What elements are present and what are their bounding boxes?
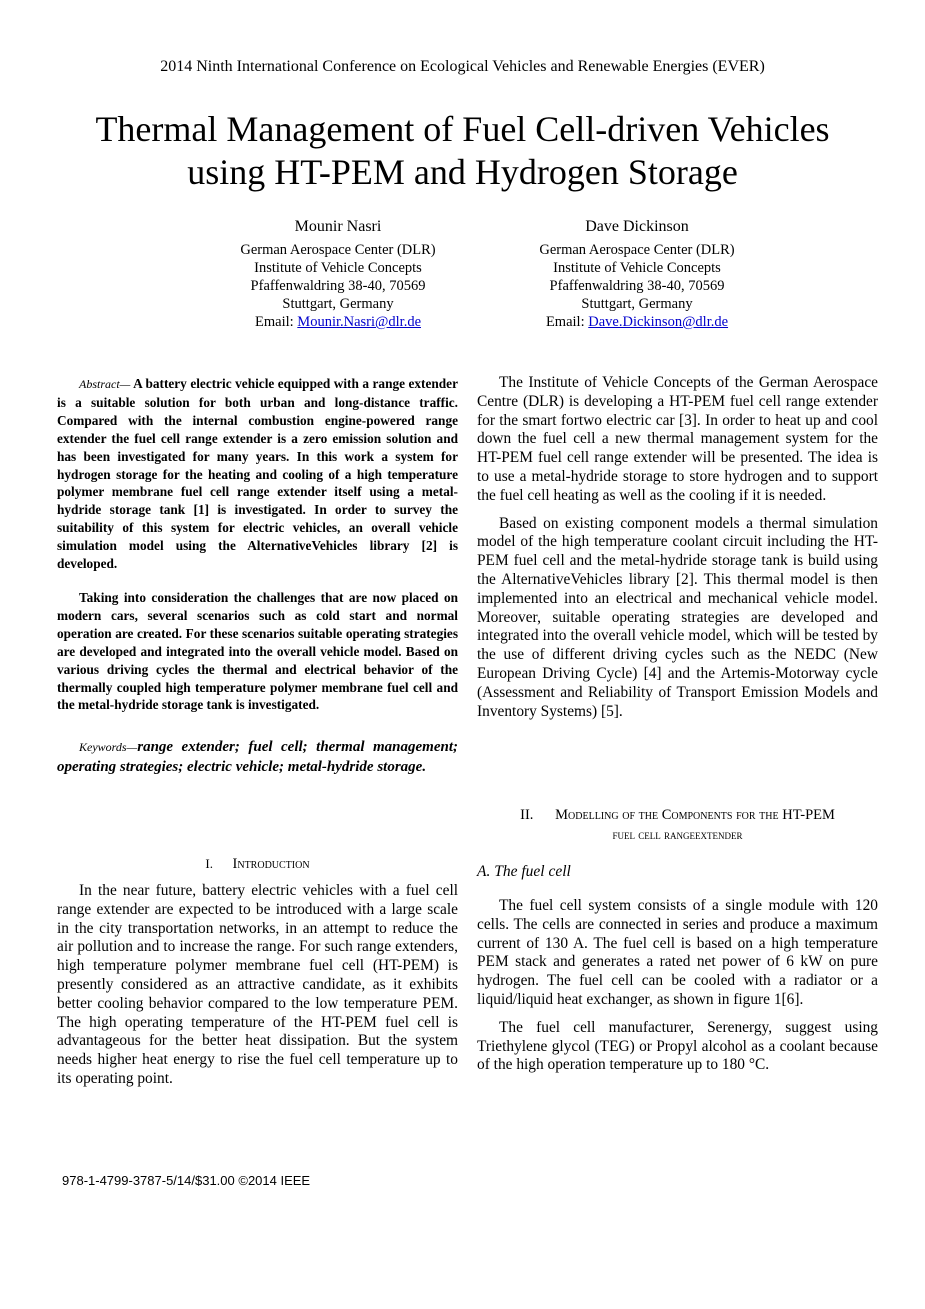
author-block: [188, 218, 488, 331]
author-inst: Institute of Vehicle Concepts: [254, 260, 422, 276]
subsection-heading: A. The fuel cell: [477, 863, 571, 880]
abstract: [57, 375, 458, 793]
conference-header: 2014 Ninth International Conference on Ecological Vehicles and Renewable Energies (EVER): [160, 58, 765, 75]
title-line: Thermal Management of Fuel Cell-driven Vehicles: [95, 109, 830, 149]
author-email-link[interactable]: Dave.Dickinson@dlr.de: [588, 314, 729, 330]
keywords-text: range extender; fuel cell; thermal management; operating strategies; electric vehicle; metal-hydride storage.: [57, 739, 458, 775]
author-email-link[interactable]: Mounir.Nasri@dlr.de: [297, 314, 421, 330]
author-org: German Aerospace Center (DLR): [240, 242, 436, 258]
abstract-label: Abstract—: [79, 377, 131, 391]
author-name: Mounir Nasri: [294, 218, 382, 235]
section2-body: [477, 897, 878, 1084]
author-city: Stuttgart, Germany: [581, 296, 693, 312]
author-addr: Pfaffenwaldring 38-40, 70569: [549, 278, 725, 294]
copyright-footer: 978-1-4799-3787-5/14/$31.00 ©2014 IEEE: [62, 1173, 311, 1188]
section-title: Introduction: [232, 856, 310, 872]
abstract-text: Taking into consideration the challenges that are now placed on modern cars, several scenarios such as cold start and normal operation are created. For these scenarios suitable operating strategies are developed and integrated into the overall vehicle model. Based on various driving cycles the thermal and electrical behavior of the thermally coupled high temperature polymer membrane fuel cell and the metal-hydride storage tank is investigated.: [57, 589, 458, 713]
paragraph: The fuel cell manufacturer, Serenergy, suggest using Triethylene glycol (TEG) or Propyl alcohol as a coolant because of the high operation temperature up to 180 °C.: [477, 1018, 878, 1074]
section-number: I.: [205, 856, 214, 871]
author-name: Dave Dickinson: [585, 218, 689, 235]
paper-title: [0, 108, 925, 194]
author-block: [487, 218, 787, 331]
section-heading: [57, 854, 458, 874]
author-org: German Aerospace Center (DLR): [539, 242, 735, 258]
author-inst: Institute of Vehicle Concepts: [553, 260, 721, 276]
paragraph: Based on existing component models a thermal simulation model of the high temperature coolant circuit including the HT-PEM fuel cell and the metal-hydride storage tank is build using the AlternativeVehicles library [2]. This thermal model is then implemented into an electrical and mechanical vehicle model. Moreover, suitable operating strategies are developed and integrated into the overall vehicle model, which will be tested by the use of different driving cycles such as the NEDC (New European Driving Cycle) [4] and the Artemis-Motorway cycle (Assessment and Reliability of Transport Emission Models and Inventory Systems) [5].: [477, 514, 878, 720]
author-city: Stuttgart, Germany: [282, 296, 394, 312]
section-title: Modelling of the Components for the HT-PEM: [555, 807, 835, 823]
section-number: II.: [520, 807, 534, 823]
right-body: [477, 374, 878, 730]
title-line: using HT-PEM and Hydrogen Storage: [187, 152, 738, 192]
intro-body: [57, 882, 458, 1098]
email-label: Email:: [545, 314, 589, 330]
email-label: Email:: [255, 314, 298, 330]
paragraph: The fuel cell system consists of a single module with 120 cells. The cells are connected in series and produce a maximum current of 130 A. The fuel cell is based on a high temperature PEM stack and generates a rated net power of 6 kW on pure hydrogen. The fuel cell can be cooled with a radiator or a liquid/liquid heat exchanger, as shown in figure 1[6].: [477, 897, 878, 1008]
abstract-text: A battery electric vehicle equipped with a range extender is a suitable solution for both urban and long-distance traffic. Compared with the internal combustion engine-powered range extender the fuel cell range extender is a zero emission solution and has been investigated for many years. In this work a system for hydrogen storage for the heating and cooling of a high temperature polymer membrane fuel cell range extender itself using a metal-hydride storage tank [1] is investigated. In order to survey the suitability of this system for electric vehicles, an overall vehicle simulation model using the AlternativeVehicles library [2] is developed.: [57, 376, 458, 572]
paragraph: In the near future, battery electric vehicles with a fuel cell range extender are expected to be introduced with a large scale in the city transportation networks, in an attempt to reduce the air pollution and to increase the range. For such range extenders, high temperature polymer membrane fuel cell (HT-PEM) is presently considered as an attractive candidate, as it exhibits better cooling behavior compared to the low temperature PEM. The high operating temperature of the HT-PEM fuel cell is advantageous for the better heat dissipation. But the system needs higher heat energy to rise the fuel cell temperature up to its operating point.: [57, 882, 458, 1087]
paragraph: The Institute of Vehicle Concepts of the German Aerospace Centre (DLR) is developing a HT-PEM fuel cell range extender for the smart fortwo electric car [3]. In order to heat up and cool down the fuel cell a new thermal management system for the HT-PEM fuel cell range extender will be presented. The idea is to use a metal-hydride storage to store hydrogen and to support the fuel cell heating as well as the cooling if it is needed.: [477, 374, 878, 504]
keywords-label: Keywords—: [79, 740, 138, 755]
section-title: fuel cell rangeextender: [612, 827, 743, 842]
section-heading: [477, 806, 878, 844]
author-addr: Pfaffenwaldring 38-40, 70569: [250, 278, 426, 294]
